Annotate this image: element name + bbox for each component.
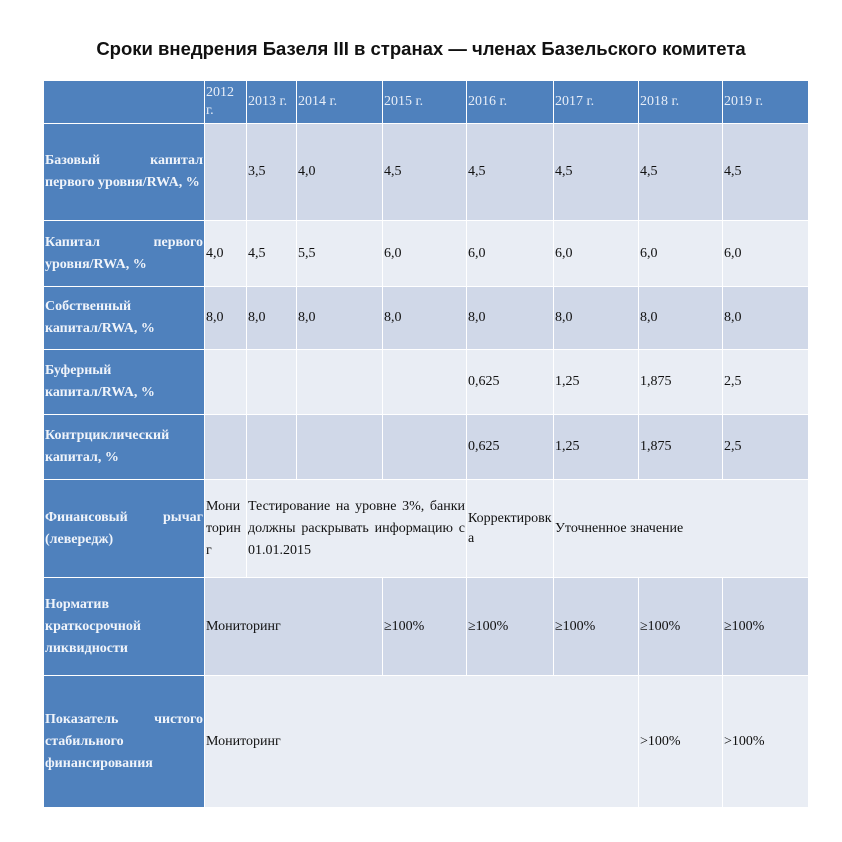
table-row: [44, 221, 809, 287]
table-row: [44, 676, 809, 808]
cell: [297, 350, 383, 415]
header-2014: 2014 г.: [297, 81, 383, 124]
cell: Мониторинг: [205, 480, 247, 578]
cell: 1,875: [639, 350, 723, 415]
header-2018: 2018 г.: [639, 81, 723, 124]
cell: Уточненное значение: [554, 480, 809, 578]
cell: [247, 415, 297, 480]
cell: 5,5: [297, 221, 383, 287]
table-row: [44, 287, 809, 350]
cell: [205, 124, 247, 221]
cell: 6,0: [639, 221, 723, 287]
cell: 0,625: [467, 350, 554, 415]
table-row: [44, 480, 809, 578]
header-2019: 2019 г.: [723, 81, 809, 124]
cell: 8,0: [383, 287, 467, 350]
cell: 8,0: [723, 287, 809, 350]
cell: Мониторинг: [205, 676, 639, 808]
page-title: Сроки внедрения Базеля III в странах — членах Базельского комитета: [96, 38, 746, 59]
cell: 4,5: [467, 124, 554, 221]
cell: 4,5: [639, 124, 723, 221]
row-label: Контрциклический капитал, %: [44, 415, 205, 480]
row-label: Финансовый рычаг (левередж): [44, 480, 205, 578]
cell: 0,625: [467, 415, 554, 480]
cell: 4,0: [205, 221, 247, 287]
cell: 1,875: [639, 415, 723, 480]
cell: ≥100%: [639, 578, 723, 676]
cell: 2,5: [723, 350, 809, 415]
cell: [247, 350, 297, 415]
cell: ≥100%: [467, 578, 554, 676]
cell: Корректировка: [467, 480, 554, 578]
table-row: [44, 350, 809, 415]
header-2017: 2017 г.: [554, 81, 639, 124]
table-row: [44, 415, 809, 480]
cell: [205, 350, 247, 415]
row-label: Норматив краткосрочной ликвидности: [44, 578, 205, 676]
table-row: [44, 124, 809, 221]
cell: 8,0: [297, 287, 383, 350]
header-corner: [44, 81, 205, 124]
cell: [383, 350, 467, 415]
cell: Мониторинг: [205, 578, 383, 676]
row-label: Собственный капитал/RWA, %: [44, 287, 205, 350]
cell: 4,5: [247, 221, 297, 287]
header-row: [44, 81, 809, 124]
cell: Тестирование на уровне 3%, банки должны раскрывать информацию с 01.01.2015: [247, 480, 467, 578]
cell: 6,0: [383, 221, 467, 287]
cell: 6,0: [467, 221, 554, 287]
header-2016: 2016 г.: [467, 81, 554, 124]
header-2012: 2012 г.: [205, 81, 247, 124]
cell: ≥100%: [554, 578, 639, 676]
cell: 3,5: [247, 124, 297, 221]
cell: 6,0: [554, 221, 639, 287]
basel-iii-table: [43, 80, 809, 808]
cell: 2,5: [723, 415, 809, 480]
cell: 8,0: [639, 287, 723, 350]
cell: 8,0: [247, 287, 297, 350]
cell: 1,25: [554, 415, 639, 480]
cell: 8,0: [554, 287, 639, 350]
cell: 1,25: [554, 350, 639, 415]
cell: ≥100%: [383, 578, 467, 676]
cell: [205, 415, 247, 480]
row-label: Капитал первого уровня/RWA, %: [44, 221, 205, 287]
cell: 4,5: [723, 124, 809, 221]
row-label: Буферный капитал/RWA, %: [44, 350, 205, 415]
cell: 4,0: [297, 124, 383, 221]
table-row: [44, 578, 809, 676]
header-2013: 2013 г.: [247, 81, 297, 124]
cell: [297, 415, 383, 480]
cell: 8,0: [467, 287, 554, 350]
cell: 6,0: [723, 221, 809, 287]
cell: >100%: [639, 676, 723, 808]
cell: 4,5: [554, 124, 639, 221]
cell: 8,0: [205, 287, 247, 350]
cell: ≥100%: [723, 578, 809, 676]
cell: 4,5: [383, 124, 467, 221]
cell: [383, 415, 467, 480]
cell: >100%: [723, 676, 809, 808]
row-label: Базовый капитал первого уровня/RWA, %: [44, 124, 205, 221]
row-label: Показатель чистого стабильного финансирования: [44, 676, 205, 808]
header-2015: 2015 г.: [383, 81, 467, 124]
